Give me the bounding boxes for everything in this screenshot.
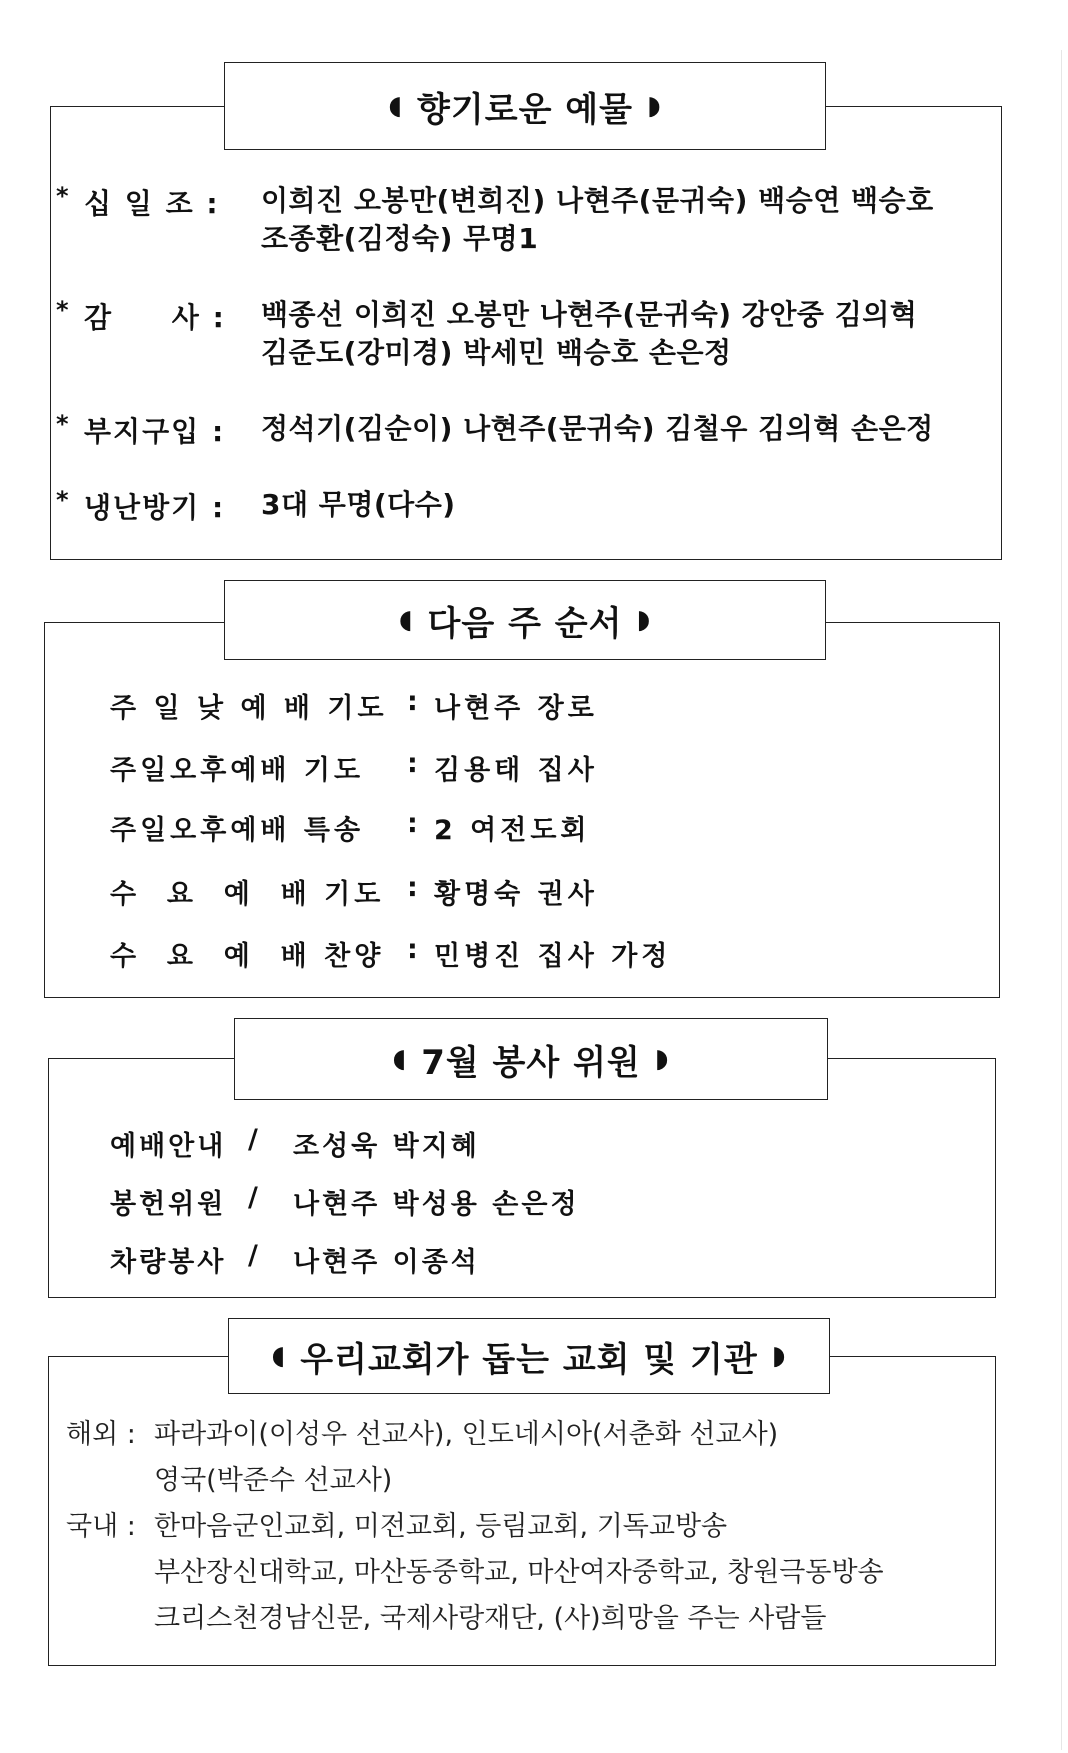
schedule-key: 주 일 낮 예 배 기도	[110, 693, 388, 724]
service-separator: /	[248, 1240, 261, 1271]
schedule-key: 주일오후예배 기도	[110, 755, 365, 786]
support-values	[154, 1504, 884, 1642]
offering-row-aircon	[56, 486, 996, 526]
schedule-colon: :	[407, 686, 422, 717]
schedule-row	[110, 872, 810, 908]
bullet-icon: *	[56, 410, 69, 438]
schedule-colon: :	[407, 934, 422, 965]
right-bracket-icon: ◗	[636, 605, 652, 635]
schedule-title: 다음 주 순서	[427, 603, 623, 644]
offering-row-tithe	[56, 182, 996, 262]
offering-label: 감 사 :	[84, 301, 226, 334]
offering-line: 조종환(김정숙) 무명1	[261, 222, 539, 255]
offering-title-box	[224, 62, 826, 150]
support-label: 해외 :	[66, 1419, 136, 1450]
support-row-overseas	[66, 1412, 966, 1504]
offering-line: 김준도(강미경) 박세민 백승호 손은정	[261, 336, 732, 369]
schedule-row	[110, 686, 810, 722]
offering-values	[261, 182, 934, 258]
right-bracket-icon: ◗	[646, 91, 662, 121]
schedule-row	[110, 808, 810, 844]
left-bracket-icon: ◖	[398, 605, 414, 635]
service-role: 차량봉사	[110, 1247, 227, 1278]
offering-values	[261, 296, 917, 372]
service-separator: /	[248, 1182, 261, 1213]
support-line: 영국(박준수 선교사)	[154, 1465, 393, 1496]
service-row	[110, 1240, 710, 1276]
schedule-colon: :	[407, 872, 422, 903]
support-title: 우리교회가 돕는 교회 및 기관	[300, 1339, 758, 1380]
offering-line: 백종선 이희진 오봉만 나현주(문귀숙) 강안중 김의혁	[261, 298, 918, 331]
service-title-box	[234, 1018, 828, 1100]
schedule-value: 민병진 집사 가정	[434, 941, 672, 972]
offering-line: 이희진 오봉만(변희진) 나현주(문귀숙) 백승연 백승호	[261, 184, 934, 217]
left-bracket-icon: ◖	[388, 91, 404, 121]
schedule-colon: :	[407, 808, 422, 839]
offering-row-land	[56, 410, 996, 450]
schedule-value: 나현주 장로	[434, 693, 598, 724]
schedule-row	[110, 934, 810, 970]
schedule-value: 김용태 집사	[434, 755, 598, 786]
support-label: 국내 :	[66, 1511, 136, 1542]
right-bracket-icon: ◗	[654, 1044, 670, 1074]
offering-row-thanks	[56, 296, 996, 376]
support-line: 한마음군인교회, 미전교회, 등림교회, 기독교방송	[154, 1511, 728, 1542]
schedule-value: 황명숙 권사	[434, 879, 598, 910]
service-role: 봉헌위원	[110, 1189, 227, 1220]
bullet-icon: *	[56, 296, 69, 324]
support-line: 크리스천경남신문, 국제사랑재단, (사)희망을 주는 사람들	[154, 1603, 827, 1634]
offering-values	[261, 410, 934, 448]
service-separator: /	[248, 1124, 261, 1155]
schedule-key: 수 요 예 배 기도	[110, 879, 385, 910]
support-row-domestic	[66, 1504, 966, 1644]
support-title-box	[228, 1318, 830, 1394]
service-row	[110, 1124, 710, 1160]
offering-label: 냉난방기 :	[84, 491, 226, 524]
schedule-row	[110, 748, 810, 784]
schedule-key: 주일오후예배 특송	[110, 815, 365, 846]
schedule-colon: :	[407, 748, 422, 779]
offering-label: 십 일 조 :	[84, 187, 220, 220]
support-line: 파라과이(이성우 선교사), 인도네시아(서춘화 선교사)	[154, 1419, 779, 1450]
service-role: 예배안내	[110, 1131, 227, 1162]
service-names: 나현주 박성용 손은정	[293, 1189, 580, 1220]
offering-label: 부지구입 :	[84, 415, 226, 448]
offering-line: 3대 무명(다수)	[261, 488, 456, 521]
offering-values	[261, 486, 456, 524]
page-edge-line	[1061, 50, 1062, 1750]
support-values	[154, 1412, 778, 1504]
service-names: 조성욱 박지혜	[293, 1131, 480, 1162]
bullet-icon: *	[56, 486, 69, 514]
service-row	[110, 1182, 710, 1218]
offering-line: 정석기(김순이) 나현주(문귀숙) 김철우 김의혁 손은정	[261, 412, 934, 445]
service-names: 나현주 이종석	[293, 1247, 480, 1278]
service-title: 7월 봉사 위원	[421, 1042, 641, 1083]
offering-title: 향기로운 예물	[417, 89, 633, 130]
right-bracket-icon: ◗	[771, 1341, 787, 1371]
bullet-icon: *	[56, 182, 69, 210]
support-line: 부산장신대학교, 마산동중학교, 마산여자중학교, 창원극동방송	[154, 1557, 884, 1588]
schedule-title-box	[224, 580, 826, 660]
schedule-key: 수 요 예 배 찬양	[110, 941, 385, 972]
schedule-value: 2 여전도회	[434, 815, 591, 846]
left-bracket-icon: ◖	[392, 1044, 408, 1074]
left-bracket-icon: ◖	[271, 1341, 287, 1371]
